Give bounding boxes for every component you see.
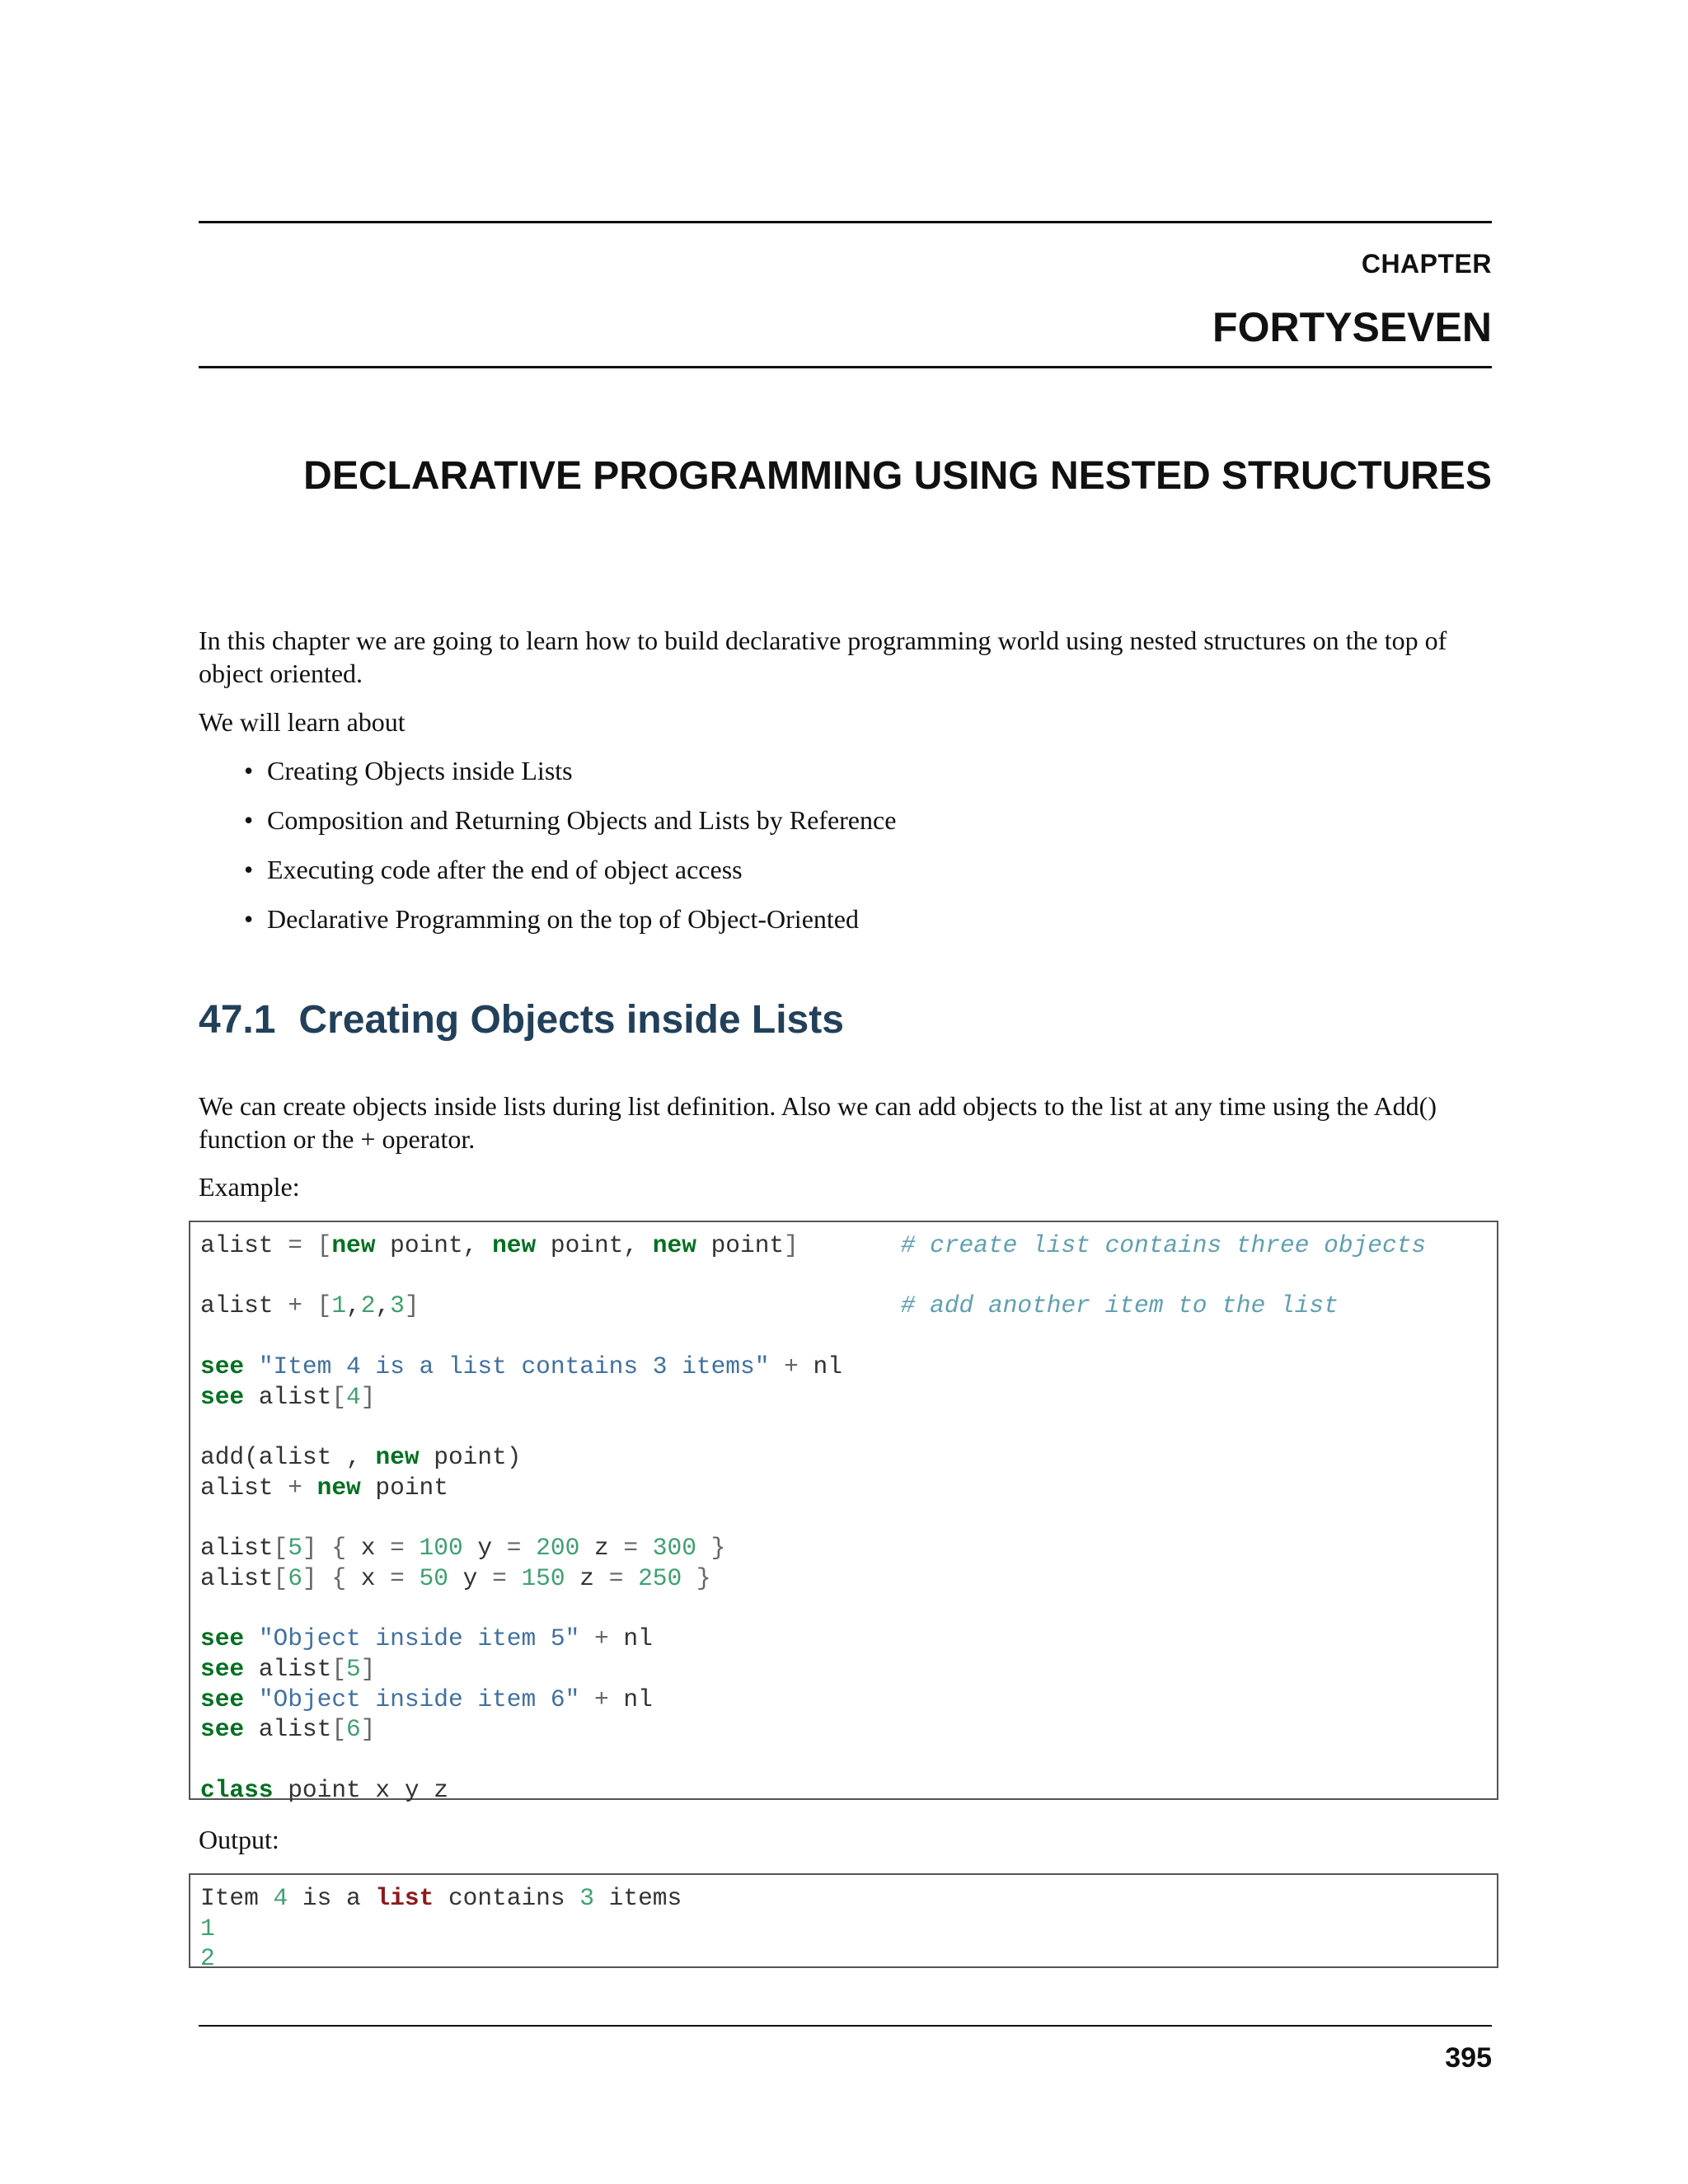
chapter-title: DECLARATIVE PROGRAMMING USING NESTED STRUCTURES (303, 454, 1492, 498)
chapter-number: FORTYSEVEN (1212, 304, 1492, 350)
footer-rule (199, 2025, 1492, 2027)
code-output-block (189, 1873, 1498, 1973)
list-item: • Executing code after the end of object access (199, 845, 896, 894)
output-label: Output: (199, 1825, 279, 1854)
example-label: Example: (199, 1172, 300, 1202)
code-output: Item 4 is a list contains 3 items 1 2 (200, 1884, 682, 1973)
list-item: • Creating Objects inside Lists (199, 746, 896, 795)
list-item: • Declarative Programming on the top of Object-Oriented (199, 894, 896, 944)
section-number: 47.1 (199, 998, 276, 1042)
list-item: • Composition and Returning Objects and Lists by Reference (199, 795, 896, 845)
section-paragraph: We can create objects inside lists during list definition. Also we can add objects to the list at any time using the Add() function or the + operator. (199, 1091, 1437, 1154)
code-example-block (189, 1221, 1498, 1804)
chapter-top-rule (199, 221, 1492, 223)
chapter-bottom-rule (199, 366, 1492, 368)
page-number: 395 (1445, 2042, 1492, 2074)
intro-paragraph: In this chapter we are going to learn how to build declarative programming world using nested structures on the top of object oriented. (199, 626, 1447, 688)
section-heading (199, 997, 844, 1043)
intro-lead: We will learn about (199, 707, 406, 737)
code-example: alist = [new point, new point, new point] # create list contains three objects alist + [1,2,3] # add another item to the list see "Item 4 is a list contains 3 items" + nl see alist[4] add(alist , new point) alist + new point alist[5] { x = 100 y = 200 z = 300 } alist[6] { x = 50 y = 150 z = 250 } see "Object inside item 5" + nl see alist[5] see "Object inside item 6" + nl see alist[6] class point x y z (200, 1231, 1427, 1804)
chapter-label: CHAPTER (1361, 249, 1492, 279)
section-title: Creating Objects inside Lists (298, 998, 844, 1042)
topic-list (199, 746, 896, 944)
